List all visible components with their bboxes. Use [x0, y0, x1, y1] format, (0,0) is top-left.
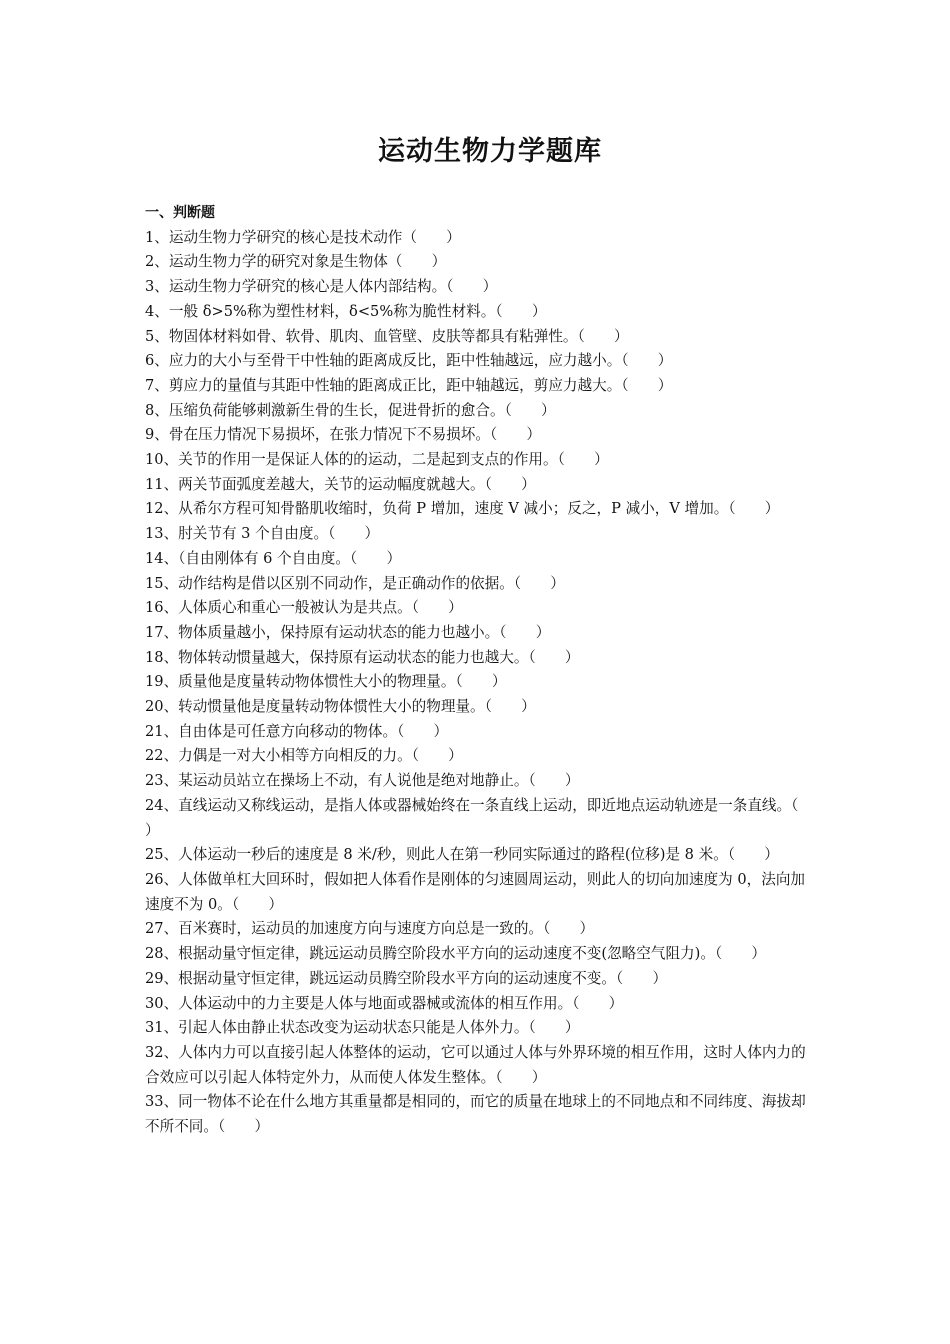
question-item: 18、物体转动惯量越大，保持原有运动状态的能力也越大。（ ）	[145, 648, 580, 666]
question-list	[145, 226, 828, 1140]
question-item: 5、物固体材料如骨、软骨、肌肉、血管壁、皮肤等都具有粘弹性。（ ）	[145, 327, 629, 345]
question-item: 15、动作结构是借以区别不同动作，是正确动作的依据。（ ）	[145, 574, 565, 592]
question-item: 11、两关节面弧度差越大，关节的运动幅度就越大。（ ）	[145, 475, 536, 493]
section-heading: 一、判断题	[145, 205, 215, 221]
question-item: 9、骨在压力情况下易损坏，在张力情况下不易损坏。（ ）	[145, 426, 542, 444]
question-item: 20、转动惯量他是度量转动物体惯性大小的物理量。（ ）	[145, 698, 536, 716]
question-item: 14、（自由刚体有 6 个自由度。（ ）	[145, 549, 402, 567]
question-item: 1、运动生物力学研究的核心是技术动作（ ）	[145, 228, 461, 246]
question-item: 19、质量他是度量转动物体惯性大小的物理量。（ ）	[145, 673, 507, 691]
document-title: 运动生物力学题库	[378, 136, 602, 167]
question-item: 22、力偶是一对大小相等方向相反的力。（ ）	[145, 747, 463, 765]
question-item: 26、人体做单杠大回环时，假如把人体看作是刚体的匀速圆周运动，则此人的切向加速度为 0，法向加速度不为 0。（ ）	[145, 870, 806, 913]
question-item: 24、直线运动又称线运动，是指人体或器械始终在一条直线上运动，即近地点运动轨迹是一条直线。（ ）	[145, 796, 828, 839]
question-item: 7、剪应力的量值与其距中性轴的距离成正比，距中轴越远，剪应力越大。（ ）	[145, 376, 673, 394]
question-item: 30、人体运动中的力主要是人体与地面或器械或流体的相互作用。（ ）	[145, 994, 624, 1012]
question-item: 27、百米赛时，运动员的加速度方向与速度方向总是一致的。（ ）	[145, 920, 595, 938]
question-item: 33、同一物体不论在什么地方其重量都是相同的，而它的质量在地球上的不同地点和不同纬度、海拔却不所不同。（ ）	[145, 1093, 806, 1136]
question-item: 16、人体质心和重心一般被认为是共点。（ ）	[145, 599, 463, 617]
question-item: 10、关节的作用一是保证人体的的运动，二是起到支点的作用。（ ）	[145, 451, 609, 469]
document-body	[145, 201, 828, 1140]
question-item: 2、运动生物力学的研究对象是生物体（ ）	[145, 253, 447, 271]
question-item: 31、引起人体由静止状态改变为运动状态只能是人体外力。（ ）	[145, 1019, 580, 1037]
question-item: 12、从希尔方程可知骨骼肌收缩时，负荷 P 增加，速度 V 减小；反之，P 减小，V 增加。（ ）	[145, 500, 780, 518]
question-item: 23、某运动员站立在操场上不动，有人说他是绝对地静止。（ ）	[145, 772, 580, 790]
question-item: 21、自由体是可任意方向移动的物体。（ ）	[145, 722, 449, 740]
question-item: 29、根据动量守恒定律，跳远运动员腾空阶段水平方向的运动速度不变。（ ）	[145, 969, 668, 987]
question-item: 8、压缩负荷能够刺激新生骨的生长，促进骨折的愈合。（ ）	[145, 401, 556, 419]
question-item: 25、人体运动一秒后的速度是 8 米/秒，则此人在第一秒同实际通过的路程(位移)是 8 米。（ ）	[145, 846, 779, 864]
question-item: 6、应力的大小与至骨干中性轴的距离成反比，距中性轴越远，应力越小。（ ）	[145, 352, 673, 370]
question-item: 28、根据动量守恒定律，跳远运动员腾空阶段水平方向的运动速度不变(忽略空气阻力)。（ ）	[145, 945, 767, 963]
question-item: 13、肘关节有 3 个自由度。（ ）	[145, 525, 380, 543]
question-item: 4、一般 δ>5%称为塑性材料，δ<5%称为脆性材料。（ ）	[145, 302, 547, 320]
question-item: 17、物体质量越小，保持原有运动状态的能力也越小。（ ）	[145, 623, 551, 641]
question-item: 32、人体内力可以直接引起人体整体的运动，它可以通过人体与外界环境的相互作用，这时人体内力的合效应可以引起人体特定外力，从而使人体发生整体。（ ）	[145, 1043, 806, 1086]
question-item: 3、运动生物力学研究的核心是人体内部结构。（ ）	[145, 278, 498, 296]
